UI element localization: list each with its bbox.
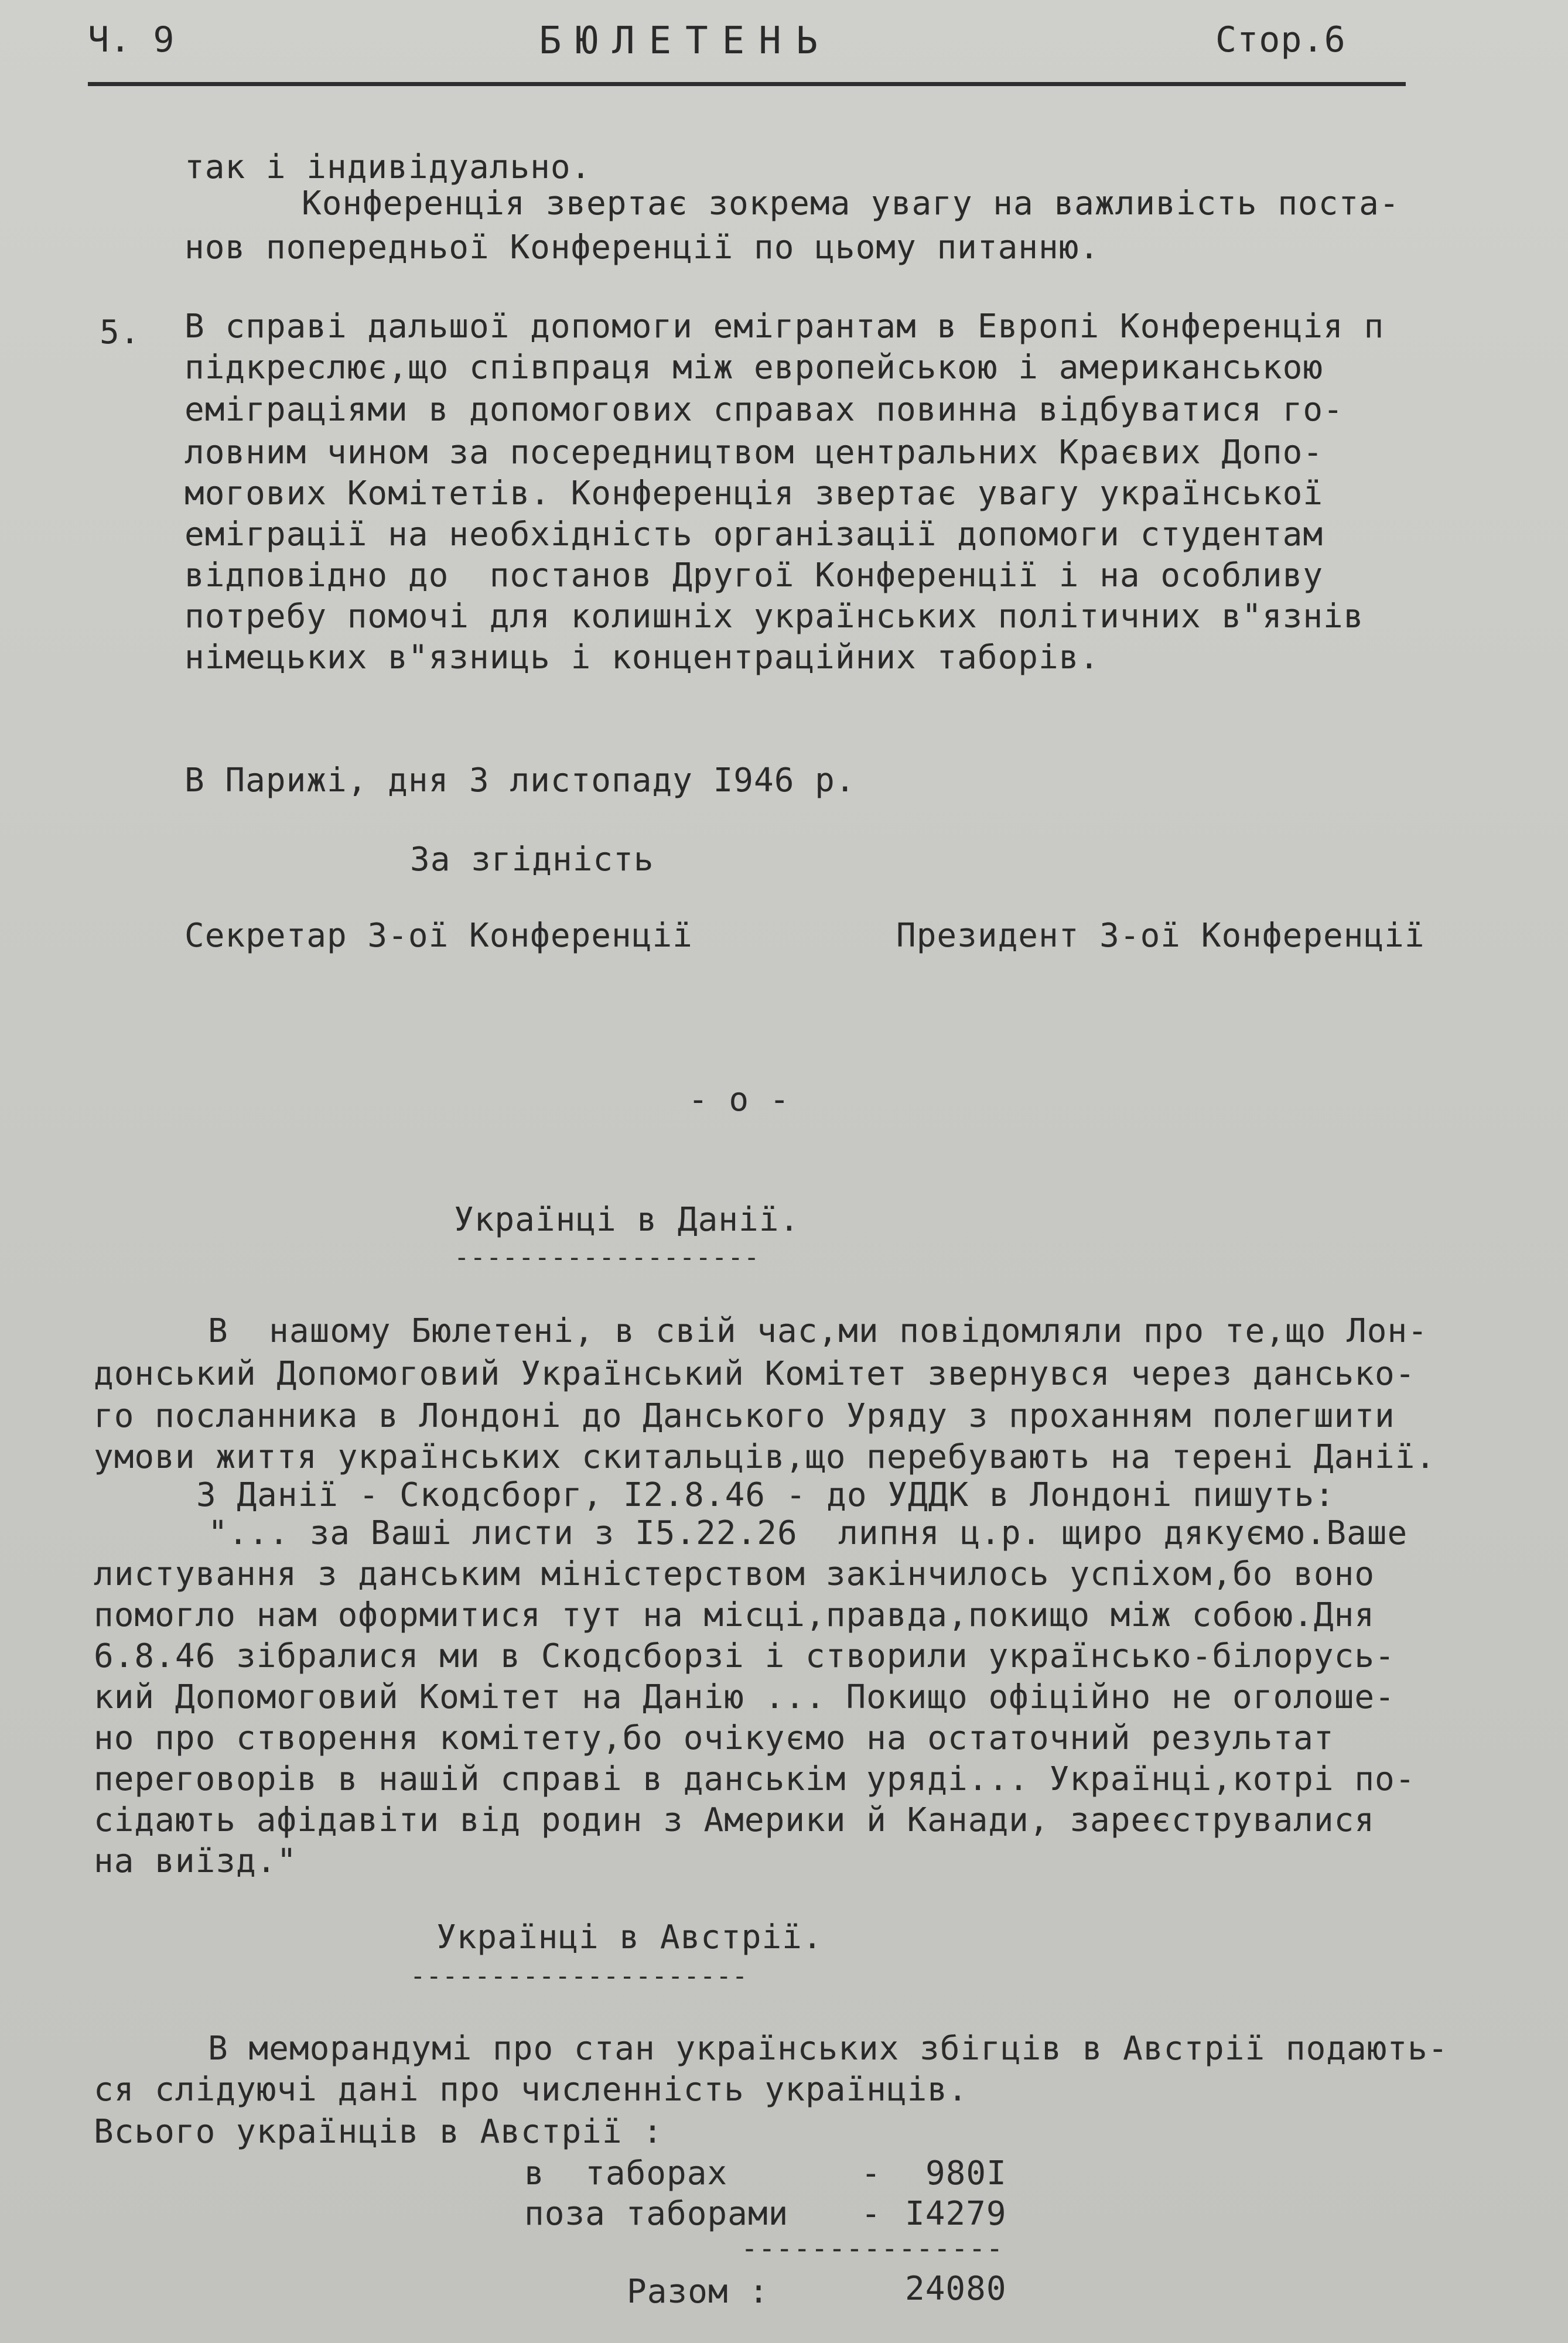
section-underline-denmark: ------------------- bbox=[454, 1242, 760, 1272]
denmark-line-11: но про створення комітету,бо очікуємо на остаточний результат bbox=[94, 1719, 1334, 1757]
page-number: Стор.6 bbox=[1215, 19, 1346, 60]
denmark-line-5: З Данії - Скодсборг, І2.8.46 - до УДДК в Лондоні пишуть: bbox=[196, 1476, 1335, 1514]
austria-line-1: В меморандумі про стан українських збігців в Австрії подають- bbox=[208, 2030, 1449, 2068]
item5-line-4: ловним чином за посередництвом центральних Краєвих Допо- bbox=[185, 433, 1324, 472]
austria-row-dash-outside: - bbox=[861, 2195, 882, 2233]
president-signature: Президент 3-ої Конференції bbox=[896, 917, 1425, 955]
section-title-denmark: Українці в Данії. bbox=[454, 1201, 800, 1239]
item5-line-6: еміграції на необхідність організації допомоги студентам bbox=[185, 515, 1324, 554]
denmark-line-12: переговорів в нашій справі в данськім уряді... Українці,котрі по- bbox=[94, 1760, 1416, 1798]
item5-line-8: потребу помочі для колишніх українських політичних в"язнів bbox=[185, 597, 1364, 636]
total-label: Разом : bbox=[627, 2273, 770, 2311]
denmark-line-1: В нашому Бюлетені, в свій час,ми повідомляли про те,що Лон- bbox=[208, 1312, 1428, 1350]
denmark-line-2: донський Допомоговий Український Комітет звернувся через данськo- bbox=[94, 1355, 1416, 1393]
section-underline-austria: --------------------- bbox=[410, 1961, 749, 1991]
denmark-line-14: на виїзд." bbox=[94, 1842, 298, 1880]
section-separator: - о - bbox=[688, 1081, 790, 1119]
denmark-line-13: сідають афідавіти від родин з Америки й Канади, зареєструвалися bbox=[94, 1801, 1375, 1839]
place-date: В Парижі, дня 3 листопаду І946 р. bbox=[185, 761, 856, 800]
item-number: 5. bbox=[100, 313, 141, 351]
item5-line-2: підкреслює,що співпраця між европейською і американською bbox=[185, 349, 1324, 387]
section-title-austria: Українці в Австрії. bbox=[436, 1918, 823, 1956]
item5-line-3: еміграціями в допомогових справах повинна відбуватися го- bbox=[185, 391, 1344, 429]
issue-number: Ч. 9 bbox=[88, 19, 175, 60]
header-rule bbox=[88, 82, 1406, 86]
intro-line-2: Конференція звертає зокрема увагу на важливість поста- bbox=[302, 185, 1400, 223]
denmark-line-6: "... за Ваші листи з І5.22.26 липня ц.р. щиро дякуємо.Ваше bbox=[208, 1514, 1408, 1552]
austria-row-label-outside: поза таборами bbox=[524, 2195, 789, 2233]
austria-row-value-outside: І4279 bbox=[905, 2195, 1007, 2233]
austria-line-2: ся слідуючі дані про численність українців. bbox=[94, 2071, 968, 2109]
item5-line-9: німецьких в"язниць і концентраційних таборів. bbox=[185, 638, 1100, 677]
denmark-line-4: умови життя українських скитальців,що перебувають на терені Данії. bbox=[94, 1438, 1436, 1476]
intro-line-3: нов попередньої Конференції по цьому питанню. bbox=[185, 228, 1100, 267]
austria-row-dash-camps: - bbox=[861, 2154, 882, 2192]
total-value: 24080 bbox=[905, 2270, 1007, 2308]
secretary-signature: Секретар 3-ої Конференції bbox=[185, 917, 693, 955]
denmark-line-3: го посланника в Лондоні до Данського Уряду з проханням полегшити bbox=[94, 1397, 1395, 1435]
denmark-line-9: 6.8.46 зібралися ми в Скодсборзі і створили українсько-білорусь- bbox=[94, 1637, 1395, 1675]
austria-row-label-camps: в таборах bbox=[524, 2154, 728, 2192]
total-rule: --------------- bbox=[741, 2232, 1004, 2265]
denmark-line-8: помогло нам оформитися тут на місці,правда,покищо між собою.Дня bbox=[94, 1596, 1375, 1634]
item5-line-7: відповідно до постанов Другої Конференції і на особливу bbox=[185, 556, 1324, 595]
item5-line-1: В справі дальшої допомоги емігрантам в Европі Конференція п bbox=[185, 308, 1385, 346]
austria-row-value-camps: 980І bbox=[925, 2154, 1007, 2192]
intro-line-1: так і індивідуально. bbox=[185, 148, 592, 186]
agreement-label: За згідність bbox=[410, 841, 654, 879]
austria-line-3: Всього українців в Австрії : bbox=[94, 2113, 664, 2151]
item5-line-5: могових Комітетів. Конференція звертає увагу української bbox=[185, 474, 1324, 513]
denmark-line-7: листування з данським міністерством закінчилось успіхом,бо воно bbox=[94, 1555, 1375, 1593]
denmark-line-10: кий Допомоговий Комітет на Данію ... Покищо офіційно не оголоше- bbox=[94, 1678, 1395, 1716]
bulletin-title: БЮЛЕТЕНЬ bbox=[539, 19, 832, 63]
